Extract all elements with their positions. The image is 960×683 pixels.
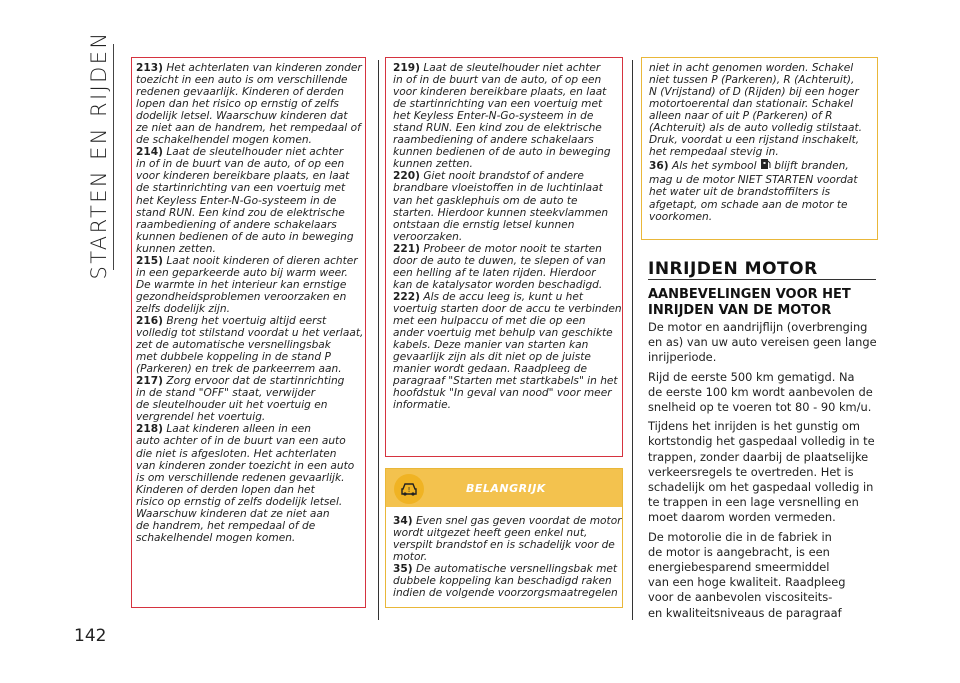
- note-line: 35) De automatische versnellingsbak met: [393, 563, 618, 576]
- note-line: 213) Het achterlaten van kinderen zonder: [136, 62, 362, 74]
- note-line: is om verschillende redenen gevaarlijk.: [136, 471, 345, 484]
- note-line: kunnen bedienen of de auto in beweging: [393, 146, 611, 159]
- note-line: (Achteruit) als de auto volledig stilstaat.: [649, 122, 863, 135]
- note-number: 218): [136, 423, 163, 436]
- page-number: 142: [74, 626, 107, 646]
- note-line: stand RUN. Een kind zou de elektrische: [136, 206, 345, 219]
- note-line: 36) Als het symbool blijft branden,: [649, 158, 862, 174]
- important-label: BELANGRIJK: [466, 482, 546, 495]
- body-paragraph: De motorolie die in de fabriek in de motor is aangebracht, is een energiebesparend smeermiddel van een hoge kwaliteit. Raadpleeg voor de aanbevolen viscositeits- en kwaliteitsniveaus de paragraaf: [648, 529, 846, 620]
- note-line: 221) Probeer de motor nooit te starten: [393, 242, 602, 255]
- note-line: voertuig starten door de accu te verbinden: [393, 302, 622, 315]
- note-line: een helling af te laten rijden. Hierdoor: [393, 266, 596, 279]
- body-paragraph: De motor en aandrijflijn (overbrenging en as) van uw auto vereisen geen lange inrijperiode.: [648, 320, 877, 365]
- warning-notes-middle: [393, 62, 622, 411]
- note-line: alleen naar of uit P (Parkeren) of R: [649, 110, 833, 123]
- note-line: in of in de buurt van de auto, of op een: [393, 74, 602, 87]
- note-line: het rempedaal stevig in.: [649, 146, 779, 159]
- note-line: het water uit de brandstoffilters is: [649, 186, 831, 199]
- note-number: 217): [136, 375, 163, 388]
- note-line: raambediening of andere schakelaars: [136, 218, 337, 231]
- note-line: kunnen zetten.: [136, 242, 216, 255]
- note-line: starten. Hierdoor kunnen steekvlammen: [393, 206, 609, 219]
- note-line: de startinrichting van een voertuig met: [136, 182, 346, 195]
- note-line: hoofdstuk "In geval van nood" voor meer: [393, 387, 612, 400]
- note-line: voorkomen.: [649, 210, 713, 223]
- note-number: 222): [393, 290, 420, 303]
- fuel-filter-water-icon: [760, 158, 771, 174]
- note-number: 215): [136, 254, 163, 267]
- note-number: 220): [393, 170, 420, 183]
- note-line: niet tussen P (Parkeren), R (Achteruit),: [649, 74, 855, 87]
- note-line: volledig tot stilstand voordat u het verlaat,: [136, 327, 364, 340]
- note-line: De warmte in het interieur kan ernstige: [136, 278, 347, 291]
- note-line: de handrem, het rempedaal of de: [136, 519, 316, 532]
- note-line: afgetapt, om schade aan de motor te: [649, 198, 848, 211]
- note-line: dodelijk letsel. Waarschuw kinderen dat: [136, 110, 348, 123]
- note-line: verspilt brandstof en is schadelijk voor de: [393, 539, 615, 552]
- note-line: risico op ernstig of zelfs dodelijk letsel.: [136, 495, 343, 508]
- note-line: Druk, voordat u een rijstand inschakelt,: [649, 134, 860, 147]
- note-line: ander voertuig met behulp van geschikte: [393, 327, 613, 340]
- note-line: kunnen zetten.: [393, 158, 473, 171]
- note-line: redenen gevaarlijk. Kinderen of derden: [136, 86, 344, 99]
- subheading-aanbevelingen: AANBEVELINGEN VOOR HET INRIJDEN VAN DE MOTOR: [648, 287, 851, 318]
- car-warning-icon: [394, 474, 424, 504]
- note-line: met een hulpaccu of met die op een: [393, 314, 586, 327]
- note-number: 36): [649, 160, 669, 173]
- column-divider-left: [378, 60, 379, 620]
- warning-notes-left: [136, 62, 363, 544]
- note-number: 213): [136, 62, 163, 74]
- note-line: stand RUN. Een kind zou de elektrische: [393, 122, 602, 135]
- note-number: 214): [136, 146, 163, 159]
- body-paragraph: Tijdens het inrijden is het gunstig om kortstondig het gaspedaal volledig in te trappen, zonder daarbij de plaatselijke verkeersregels te overtreden. Het is schadelijk om het gaspedaal volledig in te trappen in een lage versnelling en moet daarom worden vermeden.: [648, 419, 875, 525]
- note-line: voor kinderen bereikbare plaats, en laat: [393, 86, 607, 99]
- column-divider-right: [632, 60, 633, 620]
- heading-rule: [648, 279, 876, 280]
- note-line: brandbare vloeistoffen in de luchtinlaat: [393, 182, 603, 195]
- svg-text:!: !: [407, 486, 411, 494]
- note-line: in de stand "OFF" staat, verwijder: [136, 387, 316, 400]
- note-line: dubbele koppeling kan beschadigd raken: [393, 575, 612, 588]
- note-number: 216): [136, 314, 163, 327]
- note-line: zet de automatische versnellingsbak: [136, 339, 331, 352]
- note-line: door de auto te duwen, te slepen of van: [393, 254, 606, 267]
- note-number: 219): [393, 62, 420, 74]
- note-line: de schakelhendel mogen komen.: [136, 134, 312, 147]
- note-line: 34) Even snel gas geven voordat de motor: [393, 515, 622, 527]
- note-number: 35): [393, 563, 413, 576]
- note-line: vergrendel het voertuig.: [136, 411, 266, 424]
- note-line: 214) Laat de sleutelhouder niet achter: [136, 146, 344, 159]
- note-line: schakelhendel mogen komen.: [136, 531, 296, 544]
- heading-inrijden-motor: INRIJDEN MOTOR: [648, 259, 818, 279]
- note-line: het Keyless Enter-N-Go-systeem in de: [136, 194, 337, 207]
- note-number: 221): [393, 242, 420, 255]
- note-line: ontstaan die ernstig letsel kunnen: [393, 218, 575, 231]
- note-line: lopen dan het risico op ernstig of zelfs: [136, 98, 339, 111]
- note-line: indien de volgende voorzorgsmaatregelen: [393, 587, 618, 600]
- note-line: 219) Laat de sleutelhouder niet achter: [393, 62, 601, 74]
- note-line: met dubbele koppeling in de stand P: [136, 351, 331, 364]
- important-notes: [393, 515, 622, 599]
- note-line: wordt uitgezet heeft geen enkel nut,: [393, 527, 588, 540]
- note-line: Waarschuw kinderen dat ze niet aan: [136, 507, 330, 520]
- note-line: motor.: [393, 551, 428, 564]
- note-line: ze niet aan de handrem, het rempedaal of: [136, 122, 361, 135]
- note-line: niet in acht genomen worden. Schakel: [649, 62, 854, 74]
- note-line: voor kinderen bereikbare plaats, en laat: [136, 170, 350, 183]
- note-line: het Keyless Enter-N-Go-systeem in de: [393, 110, 594, 123]
- note-line: 216) Breng het voertuig altijd eerst: [136, 314, 327, 327]
- note-line: in of in de buurt van de auto, of op een: [136, 158, 345, 171]
- note-line: de sleutelhouder uit het voertuig en: [136, 399, 328, 412]
- note-line: 220) Giet nooit brandstof of andere: [393, 170, 584, 183]
- note-line: motortoerental dan stationair. Schakel: [649, 98, 854, 111]
- note-line: van kinderen zonder toezicht in een auto: [136, 459, 355, 472]
- note-line: die niet is afgesloten. Het achterlaten: [136, 447, 337, 460]
- note-line: zelfs dodelijk zijn.: [136, 302, 230, 315]
- body-text: [648, 320, 877, 625]
- note-line: Kinderen of derden lopen dan het: [136, 483, 315, 496]
- note-line: (Parkeren) en trek de parkeerrem aan.: [136, 363, 342, 376]
- note-line: paragraaf "Starten met startkabels" in het: [393, 375, 618, 388]
- note-line: manier wordt gedaan. Raadpleeg de: [393, 363, 587, 376]
- note-line: de startinrichting van een voertuig met: [393, 98, 603, 111]
- note-line: 217) Zorg ervoor dat de startinrichting: [136, 375, 345, 388]
- title-divider: [113, 44, 114, 270]
- note-line: kunnen bedienen of de auto in beweging: [136, 230, 354, 243]
- note-line: informatie.: [393, 399, 452, 412]
- note-line: toezicht in een auto is om verschillende: [136, 74, 348, 87]
- note-line: auto achter of in de buurt van een auto: [136, 435, 346, 448]
- note-line: gevaarlijk zijn als dit niet op de juiste: [393, 351, 591, 364]
- note-line: N (Vrijstand) of D (Rijden) bij een hoger: [649, 86, 859, 99]
- note-line: in een geparkeerde auto bij warm weer.: [136, 266, 348, 279]
- section-title: STARTEN EN RIJDEN: [87, 30, 111, 280]
- note-line: 222) Als de accu leeg is, kunt u het: [393, 290, 584, 303]
- note-line: kan de katalysator worden beschadigd.: [393, 278, 603, 291]
- note-line: raambediening of andere schakelaars: [393, 134, 594, 147]
- note-line: veroorzaken.: [393, 230, 463, 243]
- body-paragraph: Rijd de eerste 500 km gematigd. Na de eerste 100 km wordt aanbevolen de snelheid op te voeren tot 80 - 90 km/u.: [648, 369, 873, 415]
- note-line: van het gasklephuis om de auto te: [393, 194, 578, 207]
- note-line: 218) Laat kinderen alleen in een: [136, 423, 312, 436]
- important-notes-continued: [649, 62, 862, 223]
- note-line: 215) Laat nooit kinderen of dieren achter: [136, 254, 358, 267]
- note-line: mag u de motor NIET STARTEN voordat: [649, 174, 858, 187]
- note-number: 34): [393, 515, 413, 527]
- note-line: kabels. Deze manier van starten kan: [393, 339, 589, 352]
- note-line: gezondheidsproblemen veroorzaken en: [136, 290, 347, 303]
